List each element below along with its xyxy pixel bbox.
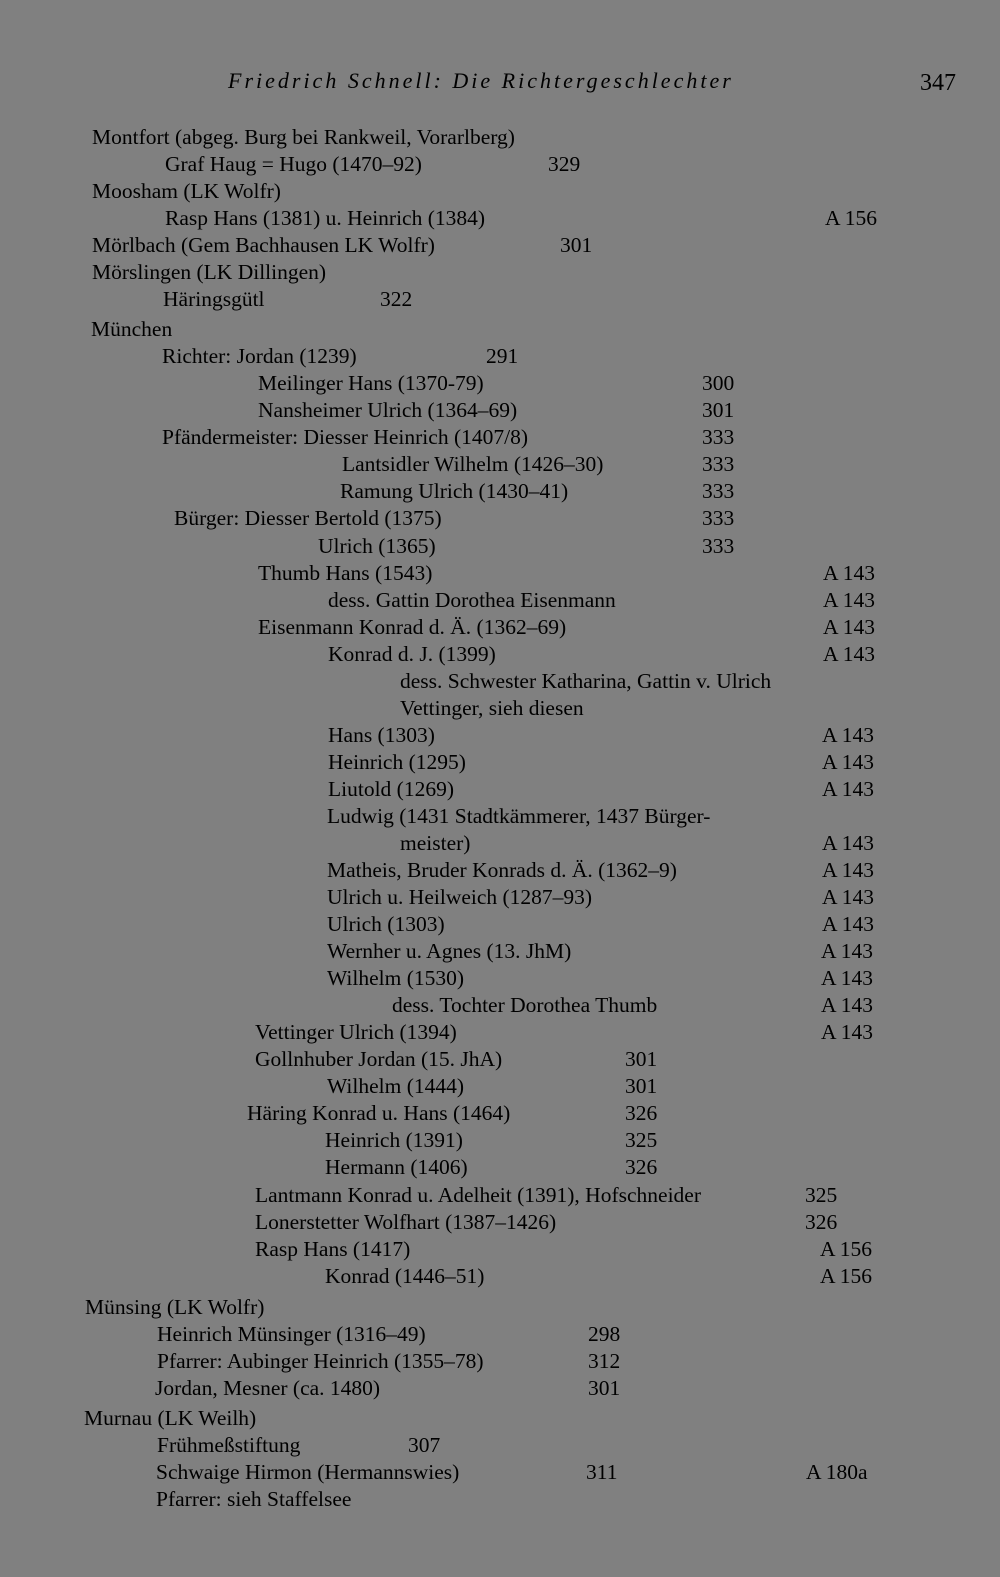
index-entry bbox=[0, 1263, 900, 1290]
index-entry bbox=[0, 1486, 900, 1513]
appendix-reference: A 143 bbox=[822, 885, 874, 909]
entry-text: Montfort (abgeg. Burg bei Rankweil, Vorarlberg) bbox=[92, 125, 515, 149]
page-reference: 301 bbox=[625, 1047, 658, 1071]
index-entry bbox=[0, 830, 900, 857]
index-entry bbox=[0, 1321, 900, 1348]
entry-text: Konrad d. J. (1399) bbox=[328, 642, 496, 666]
appendix-reference: A 143 bbox=[822, 750, 874, 774]
entry-text: Matheis, Bruder Konrads d. Ä. (1362–9) bbox=[327, 858, 677, 882]
entry-text: Meilinger Hans (1370-79) bbox=[258, 371, 484, 395]
entry-text: Lantsidler Wilhelm (1426–30) bbox=[342, 452, 604, 476]
entry-text: Mörslingen (LK Dillingen) bbox=[92, 260, 327, 284]
index-entry bbox=[0, 722, 900, 749]
index-entry bbox=[0, 1236, 900, 1263]
index-entry bbox=[0, 1375, 900, 1402]
page-reference: 301 bbox=[625, 1074, 658, 1098]
entry-text: Liutold (1269) bbox=[328, 777, 454, 801]
entry-text: Heinrich Münsinger (1316–49) bbox=[157, 1322, 426, 1346]
index-entry bbox=[0, 397, 900, 424]
entry-text: Nansheimer Ulrich (1364–69) bbox=[258, 398, 518, 422]
appendix-reference: A 143 bbox=[823, 642, 875, 666]
entry-text: Murnau (LK Weilh) bbox=[84, 1406, 257, 1430]
appendix-reference: A 143 bbox=[821, 939, 873, 963]
entry-text: Wernher u. Agnes (13. JhM) bbox=[327, 939, 572, 963]
index-entry bbox=[0, 533, 900, 560]
entry-text: Ramung Ulrich (1430–41) bbox=[340, 479, 569, 503]
index-entry bbox=[0, 1432, 900, 1459]
index-entry bbox=[0, 965, 900, 992]
entry-text: Ulrich u. Heilweich (1287–93) bbox=[327, 885, 593, 909]
index-entry bbox=[0, 1459, 900, 1486]
appendix-reference: A 143 bbox=[821, 993, 873, 1017]
index-entry bbox=[0, 938, 900, 965]
index-entry bbox=[0, 1154, 900, 1181]
entry-text: Vettinger, sieh diesen bbox=[400, 696, 584, 720]
appendix-reference: A 143 bbox=[822, 858, 874, 882]
entry-text: Pfarrer: Aubinger Heinrich (1355–78) bbox=[157, 1349, 484, 1373]
appendix-reference: A 143 bbox=[821, 1020, 873, 1044]
entry-text: Heinrich (1295) bbox=[328, 750, 466, 774]
page-reference: 333 bbox=[702, 534, 735, 558]
index-entry bbox=[0, 1046, 900, 1073]
page-reference: 325 bbox=[625, 1128, 658, 1152]
entry-text: Hermann (1406) bbox=[325, 1155, 468, 1179]
entry-text: dess. Tochter Dorothea Thumb bbox=[392, 993, 658, 1017]
entry-text: Eisenmann Konrad d. Ä. (1362–69) bbox=[258, 615, 567, 639]
entry-text: Lonerstetter Wolfhart (1387–1426) bbox=[255, 1210, 557, 1234]
entry-text: Vettinger Ulrich (1394) bbox=[255, 1020, 457, 1044]
index-entry bbox=[0, 857, 900, 884]
appendix-reference: A 156 bbox=[820, 1237, 872, 1261]
index-entry bbox=[0, 1209, 900, 1236]
index-entry bbox=[0, 884, 900, 911]
entry-text: dess. Schwester Katharina, Gattin v. Ulrich bbox=[400, 669, 772, 693]
entry-text: Gollnhuber Jordan (15. JhA) bbox=[255, 1047, 503, 1071]
entry-text: Ulrich (1365) bbox=[318, 534, 436, 558]
entry-text: Konrad (1446–51) bbox=[325, 1264, 485, 1288]
index-entry bbox=[0, 316, 900, 343]
page-reference: 326 bbox=[625, 1101, 658, 1125]
index-entry bbox=[0, 424, 900, 451]
entry-text: Schwaige Hirmon (Hermannswies) bbox=[156, 1460, 460, 1484]
page-reference: 307 bbox=[408, 1433, 441, 1457]
index-entry bbox=[0, 205, 900, 232]
page-reference: 298 bbox=[588, 1322, 621, 1346]
page-reference: 301 bbox=[702, 398, 735, 422]
entry-text: Häring Konrad u. Hans (1464) bbox=[247, 1101, 511, 1125]
appendix-reference: A 156 bbox=[820, 1264, 872, 1288]
index-entry bbox=[0, 668, 900, 695]
entry-text: Pfändermeister: Diesser Heinrich (1407/8) bbox=[162, 425, 528, 449]
entry-text: dess. Gattin Dorothea Eisenmann bbox=[328, 588, 616, 612]
page-reference: 300 bbox=[702, 371, 735, 395]
entry-text: Frühmeßstiftung bbox=[157, 1433, 301, 1457]
index-entry bbox=[0, 614, 900, 641]
index-entry bbox=[0, 911, 900, 938]
page-reference: 322 bbox=[380, 287, 413, 311]
index-entry bbox=[0, 232, 900, 259]
index-entry bbox=[0, 343, 900, 370]
index-entry bbox=[0, 151, 900, 178]
entry-text: Graf Haug = Hugo (1470–92) bbox=[165, 152, 422, 176]
entry-text: Häringsgütl bbox=[163, 287, 265, 311]
page-reference: 325 bbox=[805, 1183, 838, 1207]
running-title: Friedrich Schnell: Die Richtergeschlechter bbox=[228, 68, 734, 93]
entry-text: Ludwig (1431 Stadtkämmerer, 1437 Bürger- bbox=[327, 804, 711, 828]
appendix-reference: A 143 bbox=[822, 777, 874, 801]
page-reference: 291 bbox=[486, 344, 519, 368]
index-entry bbox=[0, 178, 900, 205]
entry-text: Wilhelm (1530) bbox=[327, 966, 465, 990]
index-entry bbox=[0, 1405, 900, 1432]
index-entry bbox=[0, 587, 900, 614]
index-entry bbox=[0, 259, 900, 286]
entry-text: Lantmann Konrad u. Adelheit (1391), Hofschneider bbox=[255, 1183, 701, 1207]
page-reference: 333 bbox=[702, 506, 735, 530]
entry-text: Moosham (LK Wolfr) bbox=[92, 179, 281, 203]
appendix-reference: A 143 bbox=[823, 615, 875, 639]
index-entry bbox=[0, 478, 900, 505]
page-reference: 329 bbox=[548, 152, 581, 176]
entry-text: Bürger: Diesser Bertold (1375) bbox=[174, 506, 442, 530]
index-entry bbox=[0, 695, 900, 722]
index-entry bbox=[0, 641, 900, 668]
index-entry bbox=[0, 1100, 900, 1127]
appendix-reference: A 143 bbox=[821, 966, 873, 990]
entry-text: München bbox=[91, 317, 173, 341]
index-entry bbox=[0, 560, 900, 587]
page-reference: 301 bbox=[588, 1376, 621, 1400]
index-entry bbox=[0, 776, 900, 803]
entry-text: Mörlbach (Gem Bachhausen LK Wolfr) bbox=[92, 233, 435, 257]
entry-text: Heinrich (1391) bbox=[325, 1128, 463, 1152]
entry-text: Rasp Hans (1381) u. Heinrich (1384) bbox=[165, 206, 486, 230]
index-entry bbox=[0, 505, 900, 532]
page-reference: 333 bbox=[702, 425, 735, 449]
index-entry bbox=[0, 749, 900, 776]
appendix-reference: A 143 bbox=[823, 561, 875, 585]
index-entry bbox=[0, 1294, 900, 1321]
page-reference: 333 bbox=[702, 479, 735, 503]
appendix-reference: A 143 bbox=[823, 588, 875, 612]
page-reference: 301 bbox=[560, 233, 593, 257]
entry-text: Hans (1303) bbox=[328, 723, 435, 747]
entry-text: Thumb Hans (1543) bbox=[258, 561, 433, 585]
entry-text: meister) bbox=[400, 831, 471, 855]
page-reference: 326 bbox=[625, 1155, 658, 1179]
index-entry bbox=[0, 1019, 900, 1046]
page-reference: 326 bbox=[805, 1210, 838, 1234]
entry-text: Wilhelm (1444) bbox=[327, 1074, 465, 1098]
appendix-reference: A 180a bbox=[806, 1460, 868, 1484]
page-number: 347 bbox=[920, 70, 956, 96]
appendix-reference: A 156 bbox=[825, 206, 877, 230]
index-entry bbox=[0, 1127, 900, 1154]
page-reference: 312 bbox=[588, 1349, 621, 1373]
index-entry bbox=[0, 992, 900, 1019]
appendix-reference: A 143 bbox=[822, 831, 874, 855]
appendix-reference: A 143 bbox=[822, 912, 874, 936]
index-entry bbox=[0, 1182, 900, 1209]
entry-text: Jordan, Mesner (ca. 1480) bbox=[155, 1376, 381, 1400]
index-entry bbox=[0, 451, 900, 478]
index-entry bbox=[0, 1348, 900, 1375]
entry-text: Rasp Hans (1417) bbox=[255, 1237, 411, 1261]
entry-text: Richter: Jordan (1239) bbox=[162, 344, 357, 368]
entry-text: Pfarrer: sieh Staffelsee bbox=[156, 1487, 352, 1511]
index-entry bbox=[0, 803, 900, 830]
entry-text: Münsing (LK Wolfr) bbox=[85, 1295, 265, 1319]
appendix-reference: A 143 bbox=[822, 723, 874, 747]
index-entry bbox=[0, 124, 900, 151]
index-entry bbox=[0, 370, 900, 397]
index-entry bbox=[0, 1073, 900, 1100]
page-reference: 333 bbox=[702, 452, 735, 476]
index-entry bbox=[0, 286, 900, 313]
entry-text: Ulrich (1303) bbox=[327, 912, 445, 936]
page-reference: 311 bbox=[586, 1460, 618, 1484]
